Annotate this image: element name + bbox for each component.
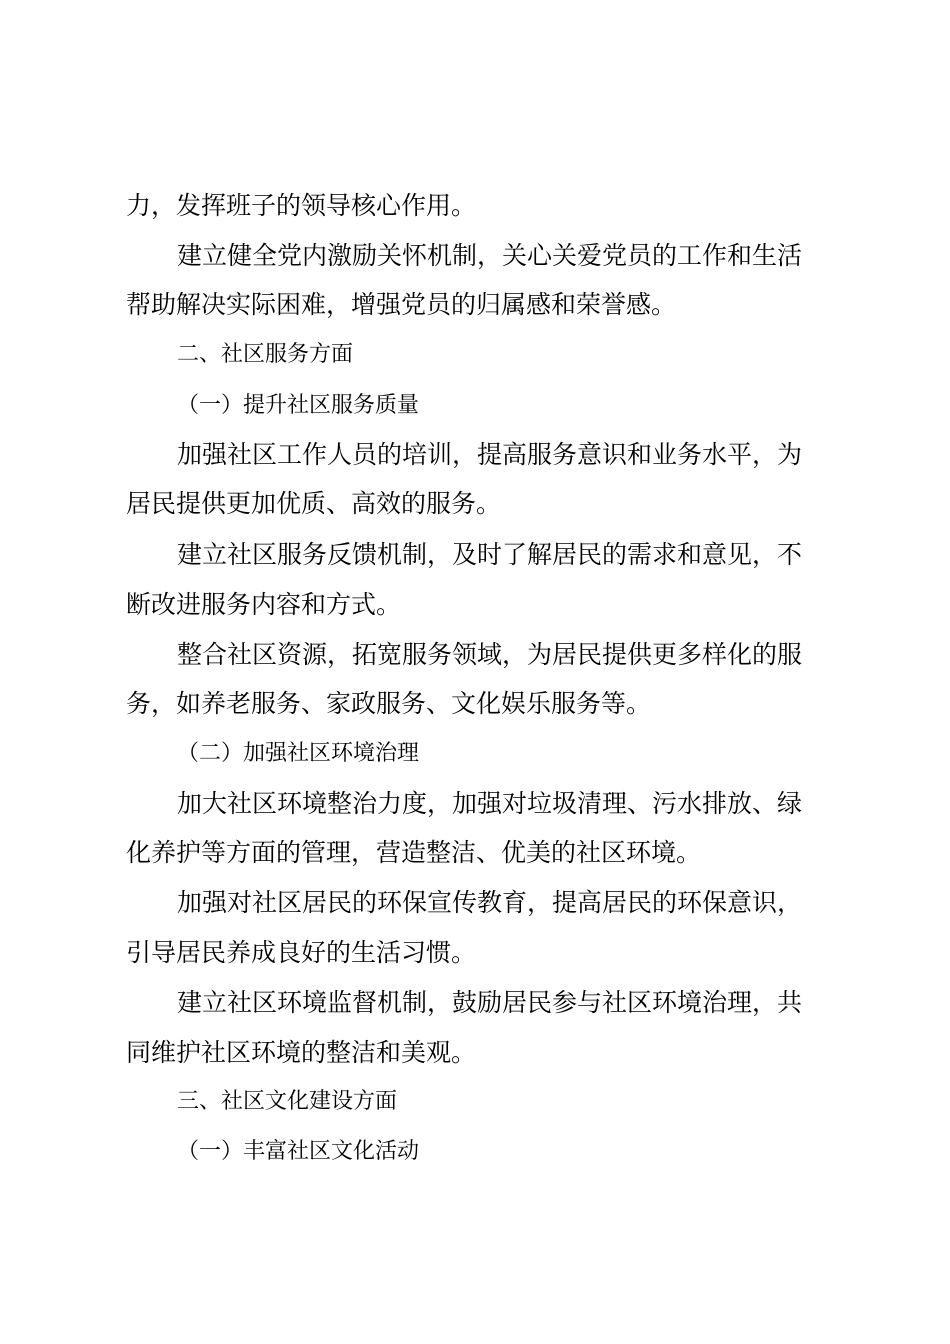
paragraph-line: 力，发挥班子的领导核心作用。 <box>126 191 477 220</box>
paragraph-line: 化养护等方面的管理，营造整洁、优美的社区环境。 <box>126 838 702 867</box>
paragraph-line: 建立社区环境监督机制，鼓励居民参与社区环境治理，共 <box>177 988 803 1017</box>
paragraph-line: 引导居民养成良好的生活习惯。 <box>126 938 477 967</box>
paragraph-line: 加大社区环境整治力度，加强对垃圾清理、污水排放、绿 <box>177 789 803 818</box>
subsection-heading: （一）丰富社区文化活动 <box>177 1139 420 1164</box>
paragraph-line: 建立社区服务反馈机制，及时了解居民的需求和意见，不 <box>177 540 803 569</box>
subsection-heading: （一）提升社区服务质量 <box>177 393 420 418</box>
paragraph-line: 帮助解决实际困难，增强党员的归属感和荣誉感。 <box>126 290 677 319</box>
paragraph-line: 整合社区资源，拓宽服务领域，为居民提供更多样化的服 <box>177 640 803 669</box>
paragraph-line: 加强社区工作人员的培训，提高服务意识和业务水平，为 <box>177 440 803 469</box>
paragraph-line: 断改进服务内容和方式。 <box>126 590 402 619</box>
paragraph-line: 同维护社区环境的整洁和美观。 <box>126 1038 477 1067</box>
paragraph-line: 居民提供更加优质、高效的服务。 <box>126 489 502 518</box>
subsection-heading: （二）加强社区环境治理 <box>177 741 420 766</box>
section-heading: 三、社区文化建设方面 <box>177 1089 398 1114</box>
section-heading: 二、社区服务方面 <box>177 342 354 367</box>
paragraph-line: 加强对社区居民的环保宣传教育，提高居民的环保意识， <box>177 888 803 917</box>
paragraph-line: 务，如养老服务、家政服务、文化娱乐服务等。 <box>126 689 652 718</box>
paragraph-line: 建立健全党内激励关怀机制，关心关爱党员的工作和生活 <box>177 241 803 270</box>
